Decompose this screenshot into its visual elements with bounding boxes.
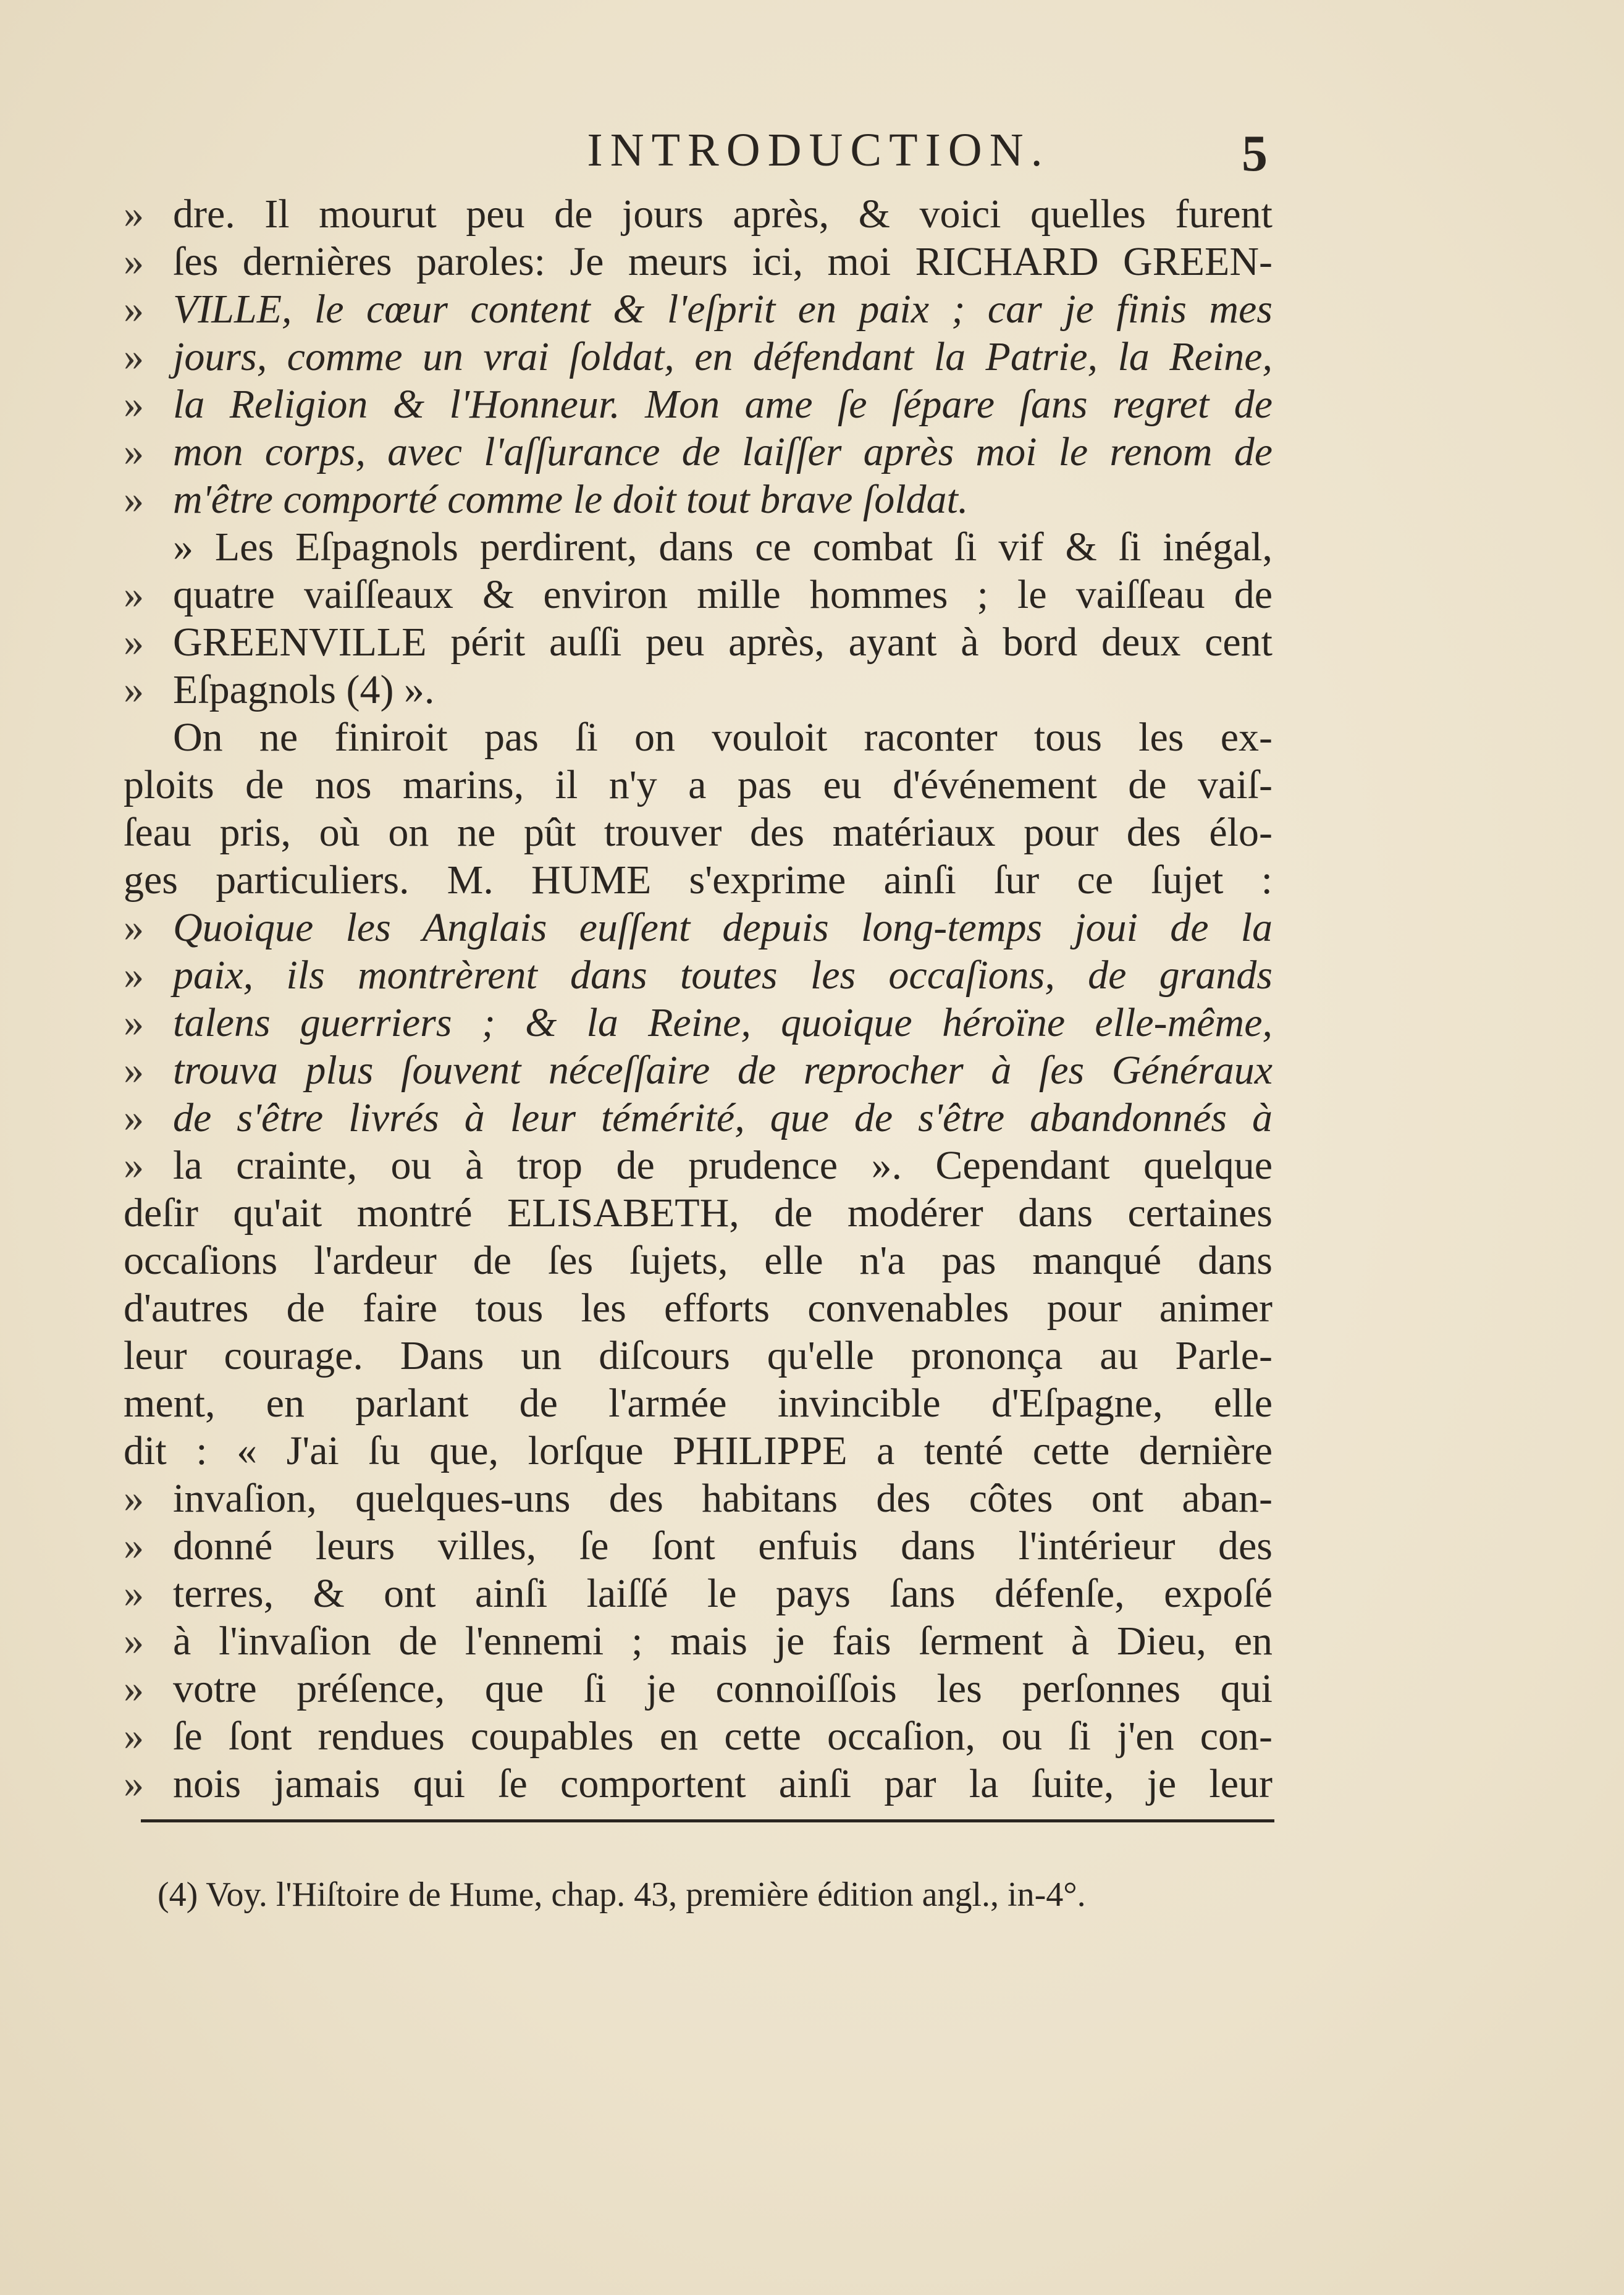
line-text: occaſions l'ardeur de ſes ſujets, elle n'a pas manqué dans xyxy=(124,1238,1273,1283)
line-text: ſeau pris, où on ne pût trouver des matériaux pour des élo- xyxy=(124,810,1273,855)
text-line xyxy=(124,1142,1285,1189)
line-text: dre. Il mourut peu de jours après, & voici quelles furent xyxy=(173,192,1273,237)
text-line xyxy=(124,428,1285,476)
text-line xyxy=(124,238,1285,285)
line-text: ploits de nos marins, il n'y a pas eu d'événement de vaiſ- xyxy=(124,762,1273,807)
text-line xyxy=(124,333,1285,381)
quote-mark: » xyxy=(124,1000,144,1045)
line-text: VILLE, le cœur content & l'eſprit en paix ; car je finis mes xyxy=(173,287,1273,332)
quote-mark: » xyxy=(124,905,144,950)
line-text: ges particuliers. M. HUME s'exprime ainſi ſur ce ſujet : xyxy=(124,857,1273,903)
quote-mark: » xyxy=(124,192,144,237)
footnote: (4) Voy. l'Hiſtoire de Hume, chap. 43, première édition angl., in-4°. xyxy=(158,1876,1086,1914)
quote-mark: » xyxy=(124,667,144,712)
line-text: quatre vaiſſeaux & environ mille hommes ; le vaiſſeau de xyxy=(173,572,1273,617)
text-line xyxy=(124,523,1285,571)
quote-mark: » xyxy=(124,1619,144,1664)
text-line xyxy=(124,381,1285,428)
text-line xyxy=(124,714,1285,761)
quote-mark: » xyxy=(124,287,144,332)
running-header: INTRODUCTION. xyxy=(587,124,1050,176)
line-text: ſes dernières paroles: Je meurs ici, moi RICHARD GREEN- xyxy=(173,239,1273,284)
text-line xyxy=(124,476,1285,523)
text-line xyxy=(124,1332,1285,1379)
line-text: la crainte, ou à trop de prudence ». Cependant quelque xyxy=(173,1143,1273,1188)
text-line xyxy=(124,1665,1285,1712)
line-text: mon corps, avec l'aſſurance de laiſſer après moi le renom de xyxy=(173,429,1273,474)
line-text: de s'être livrés à leur témérité, que de s'être abandonnés à xyxy=(173,1095,1273,1140)
quote-mark: » xyxy=(124,1143,144,1188)
line-text: talens guerriers ; & la Reine, quoique héroïne elle-même, xyxy=(173,1000,1273,1045)
quote-mark: » xyxy=(124,1761,144,1806)
text-line xyxy=(124,856,1285,904)
text-line xyxy=(124,1760,1285,1808)
text-line xyxy=(124,1094,1285,1142)
line-text: ſe ſont rendues coupables en cette occaſion, ou ſi j'en con- xyxy=(173,1714,1273,1759)
text-line xyxy=(124,1379,1285,1427)
line-text: Quoique les Anglais euſſent depuis long-temps joui de la xyxy=(173,905,1273,950)
page-number: 5 xyxy=(1242,125,1268,182)
line-text: jours, comme un vrai ſoldat, en défendant la Patrie, la Reine, xyxy=(173,334,1273,379)
quote-mark: » xyxy=(124,1571,144,1616)
text-line xyxy=(124,951,1285,999)
quote-mark: » xyxy=(124,477,144,522)
quote-mark: » xyxy=(124,382,144,427)
text-line xyxy=(124,666,1285,714)
quote-mark: » xyxy=(124,1523,144,1569)
text-line xyxy=(124,1522,1285,1570)
text-line xyxy=(124,761,1285,809)
text-line xyxy=(124,190,1285,238)
line-text: terres, & ont ainſi laiſſé le pays ſans défenſe, expoſé xyxy=(173,1571,1273,1616)
line-text: GREENVILLE périt auſſi peu après, ayant à bord deux cent xyxy=(173,620,1273,665)
line-text: d'autres de faire tous les efforts convenables pour animer xyxy=(124,1286,1273,1331)
line-text: invaſion, quelques-uns des habitans des côtes ont aban- xyxy=(173,1476,1273,1521)
line-text: leur courage. Dans un diſcours qu'elle prononça au Parle- xyxy=(124,1333,1273,1378)
quote-mark: » xyxy=(124,1714,144,1759)
text-line xyxy=(124,999,1285,1046)
text-line xyxy=(124,1237,1285,1284)
text-line xyxy=(124,1712,1285,1760)
text-line xyxy=(124,1617,1285,1665)
line-text: ment, en parlant de l'armée invincible d'Eſpagne, elle xyxy=(124,1381,1273,1426)
quote-mark: » xyxy=(124,239,144,284)
line-text: Eſpagnols (4) ». xyxy=(173,667,435,712)
quote-mark: » xyxy=(124,429,144,474)
quote-mark: » xyxy=(124,953,144,998)
text-line xyxy=(124,809,1285,856)
line-text: dit : « J'ai ſu que, lorſque PHILIPPE a tenté cette dernière xyxy=(124,1428,1273,1473)
text-line xyxy=(124,1570,1285,1617)
line-text: On ne finiroit pas ſi on vouloit raconter tous les ex- xyxy=(173,715,1273,760)
quote-mark: » xyxy=(124,1666,144,1711)
text-line xyxy=(124,285,1285,333)
line-text: nois jamais qui ſe comportent ainſi par la ſuite, je leur xyxy=(173,1761,1273,1806)
quote-mark: » xyxy=(124,572,144,617)
line-text: m'être comporté comme le doit tout brave ſoldat. xyxy=(173,477,969,522)
text-line xyxy=(124,904,1285,951)
text-line xyxy=(124,1427,1285,1475)
text-line xyxy=(124,1046,1285,1094)
text-line xyxy=(124,1284,1285,1332)
quote-mark: » xyxy=(124,1048,144,1093)
text-line xyxy=(124,1189,1285,1237)
text-line xyxy=(124,571,1285,618)
quote-mark: » xyxy=(124,334,144,379)
line-text: donné leurs villes, ſe ſont enfuis dans l'intérieur des xyxy=(173,1523,1273,1569)
line-text: paix, ils montrèrent dans toutes les occaſions, de grands xyxy=(173,953,1273,998)
body-text xyxy=(124,190,1285,1808)
text-line xyxy=(124,618,1285,666)
line-text: la Religion & l'Honneur. Mon ame ſe ſépare ſans regret de xyxy=(173,382,1273,427)
line-text: à l'invaſion de l'ennemi ; mais je fais ſerment à Dieu, en xyxy=(173,1619,1273,1664)
text-line xyxy=(124,1475,1285,1522)
quote-mark: » xyxy=(124,620,144,665)
line-text: deſir qu'ait montré ELISABETH, de modérer dans certaines xyxy=(124,1190,1273,1236)
footnote-rule xyxy=(141,1819,1274,1822)
line-text: » Les Eſpagnols perdirent, dans ce combat ſi vif & ſi inégal, xyxy=(173,524,1273,570)
quote-mark: » xyxy=(124,1476,144,1521)
line-text: trouva plus ſouvent néceſſaire de reprocher à ſes Généraux xyxy=(173,1048,1273,1093)
line-text: votre préſence, que ſi je connoiſſois les perſonnes qui xyxy=(173,1666,1273,1711)
quote-mark: » xyxy=(124,1095,144,1140)
